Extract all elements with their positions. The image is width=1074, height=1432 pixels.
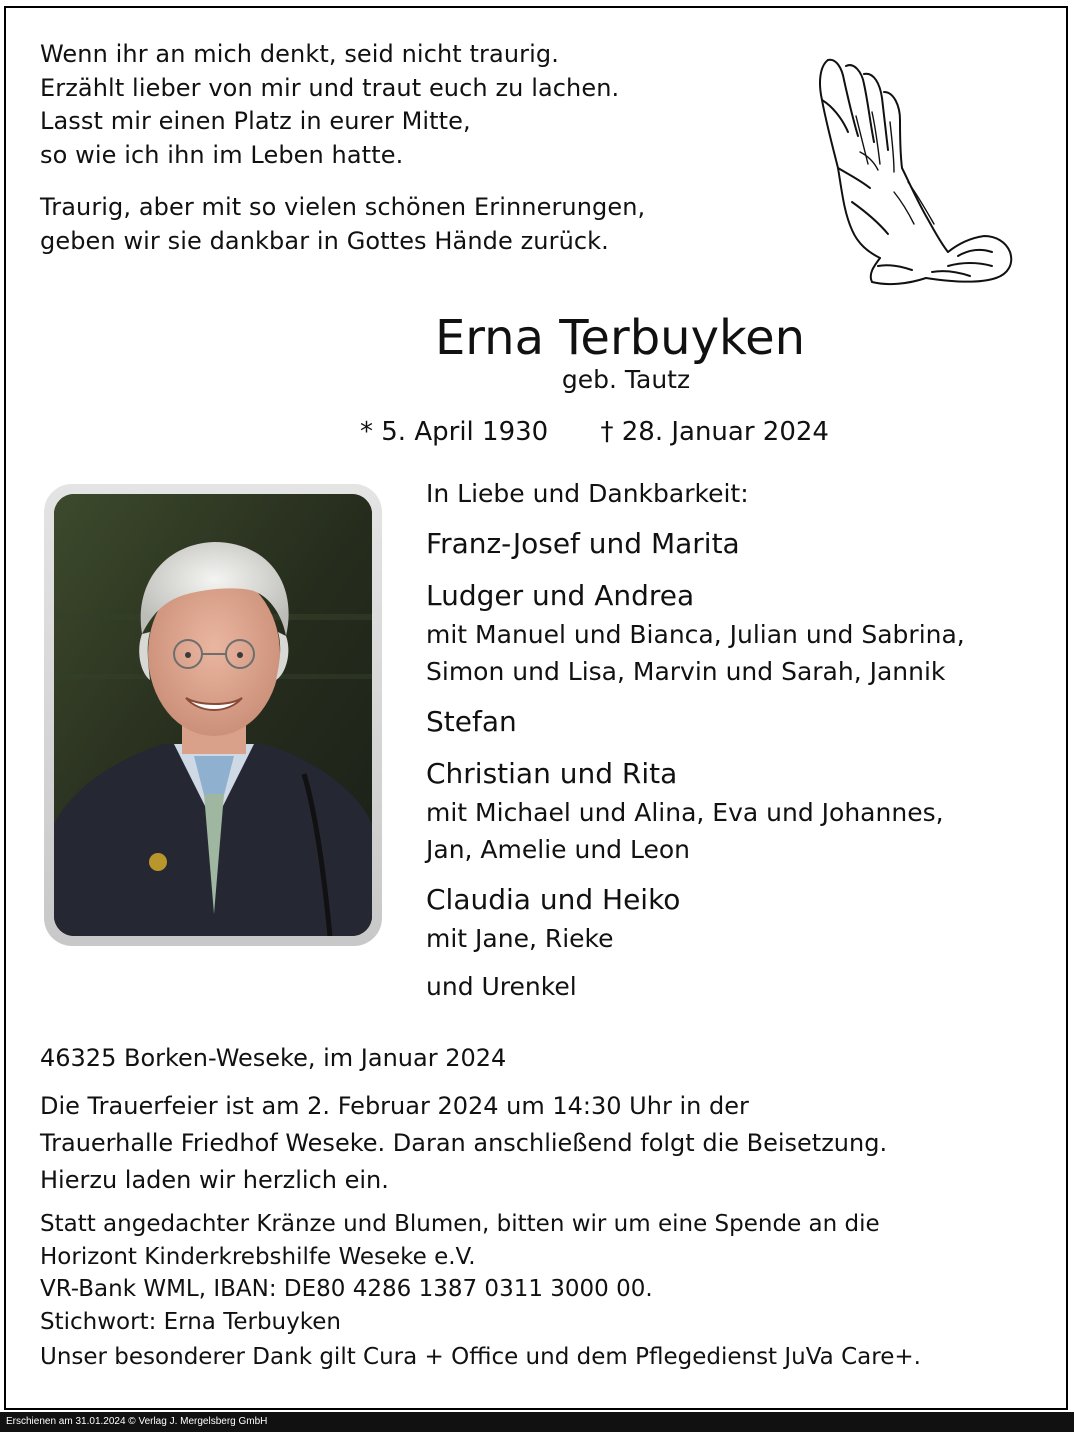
poem-line: geben wir sie dankbar in Gottes Hände zurück. (40, 226, 609, 255)
family-closing: und Urenkel (426, 972, 577, 1001)
family-group-line: Jan, Amelie und Leon (426, 835, 691, 864)
death-date: † 28. Januar 2024 (600, 417, 829, 447)
donation-line: Stichwort: Erna Terbuyken (40, 1308, 341, 1335)
birth-date: * 5. April 1930 (360, 417, 549, 447)
family-group (426, 524, 1046, 564)
portrait-photo (54, 494, 372, 936)
portrait-frame (44, 484, 382, 946)
praying-hands-icon (808, 52, 1018, 287)
family-group-head: Franz-Josef und Marita (426, 527, 740, 560)
family-group (426, 702, 1046, 742)
donation-info (40, 1208, 1050, 1338)
family-group (426, 576, 1046, 690)
life-dates (360, 414, 829, 450)
family-group-head: Claudia und Heiko (426, 883, 681, 916)
funeral-line: Die Trauerfeier ist am 2. Februar 2024 um 14:30 Uhr in der (40, 1092, 749, 1120)
poem-line: Traurig, aber mit so vielen schönen Erinnerungen, (40, 193, 646, 221)
family-group-head: Stefan (426, 705, 517, 738)
poem-line: so wie ich ihn im Leben hatte. (40, 140, 404, 169)
poem-line: Wenn ihr an mich denkt, seid nicht traurig. (40, 40, 559, 68)
funeral-line: Trauerhalle Friedhof Weseke. Daran anschließend folgt die Beisetzung. (40, 1129, 888, 1157)
family-intro: In Liebe und Dankbarkeit: (426, 479, 749, 508)
place-date: 46325 Borken-Weseke, im Januar 2024 (40, 1044, 507, 1072)
funeral-line: Hierzu laden wir herzlich ein. (40, 1166, 389, 1194)
poem-line: Lasst mir einen Platz in eurer Mitte, (40, 107, 471, 135)
poem-stanza-2 (40, 191, 800, 258)
thanks-note: Unser besonderer Dank gilt Cura + Office und dem Pflegedienst JuVa Care+. (40, 1344, 921, 1370)
family-list (426, 476, 1046, 1005)
maiden-name: geb. Tautz (561, 365, 691, 394)
family-group-head: Christian und Rita (426, 757, 678, 790)
family-group-line: mit Jane, Rieke (426, 924, 614, 953)
family-group-line: mit Manuel und Bianca, Julian und Sabrina, (426, 620, 965, 649)
notice-details (40, 1040, 1050, 1374)
publication-footer: Erschienen am 31.01.2024 © Verlag J. Mergelsberg GmbH (0, 1412, 1074, 1432)
donation-line: Horizont Kinderkrebshilfe Weseke e.V. (40, 1243, 476, 1270)
donation-line: VR-Bank WML, IBAN: DE80 4286 1387 0311 3000 00. (40, 1276, 653, 1302)
family-group (426, 754, 1046, 868)
deceased-name: Erna Terbuyken (434, 310, 806, 366)
family-group-head: Ludger und Andrea (426, 579, 695, 612)
poem-stanza-1 (40, 38, 800, 172)
poem (40, 38, 800, 277)
family-group-line: Simon und Lisa, Marvin und Sarah, Jannik (426, 657, 946, 686)
donation-line: Statt angedachter Kränze und Blumen, bitten wir um eine Spende an die (40, 1211, 880, 1237)
family-group (426, 880, 1046, 957)
funeral-info (40, 1088, 1050, 1199)
family-group-line: mit Michael und Alina, Eva und Johannes, (426, 798, 944, 827)
poem-line: Erzählt lieber von mir und traut euch zu lachen. (40, 73, 620, 102)
